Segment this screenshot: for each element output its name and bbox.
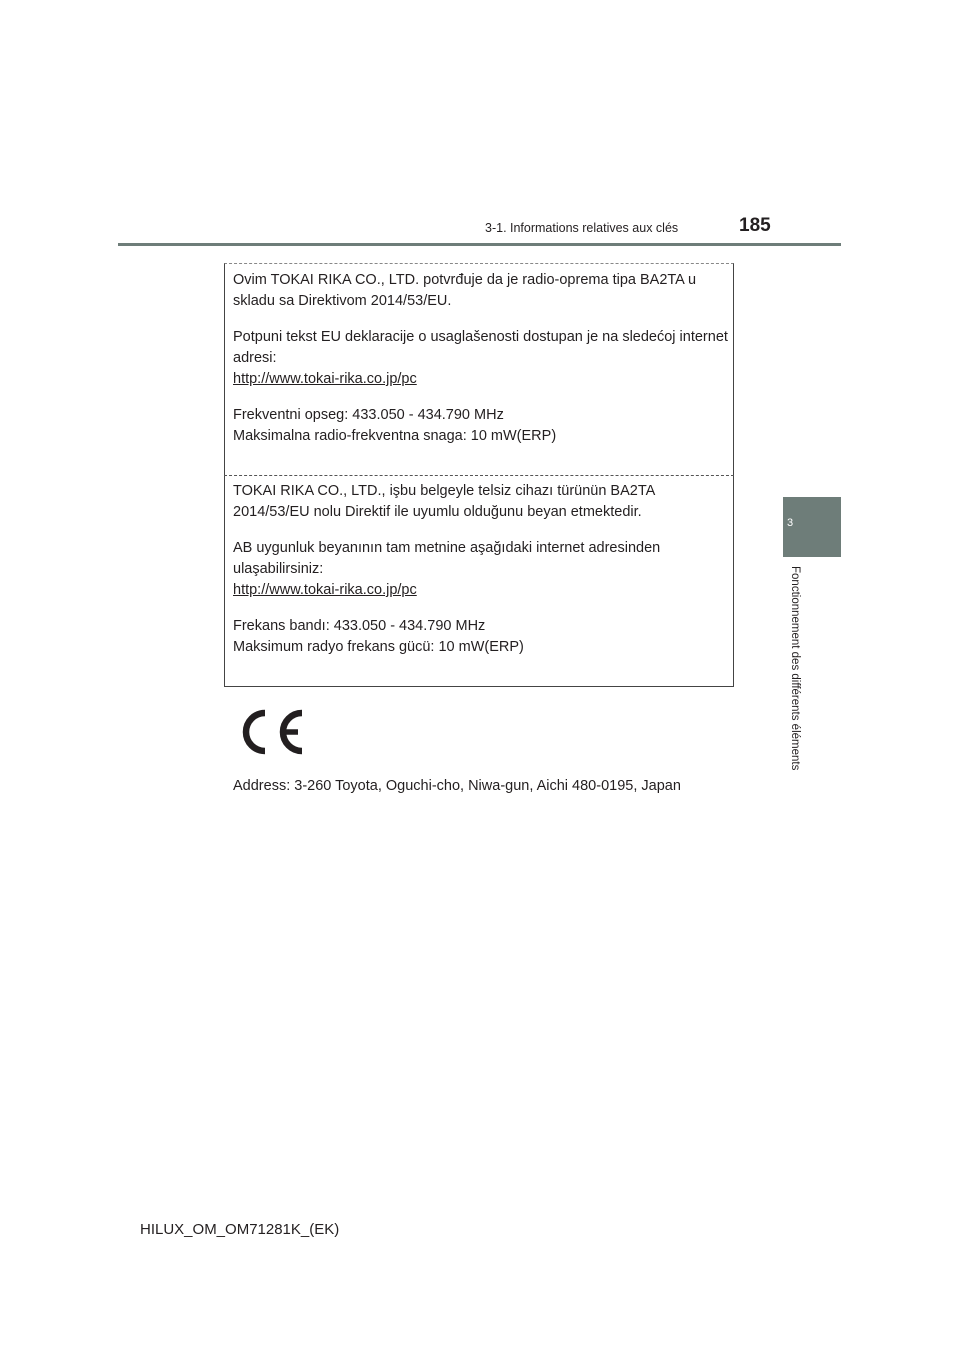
chapter-number: 3	[787, 517, 794, 529]
manufacturer-address: Address: 3-260 Toyota, Oguchi-cho, Niwa-gun, Aichi 480-0195, Japan	[233, 778, 681, 794]
declaration-statement: TOKAI RIKA CO., LTD., işbu belgeyle telsiz cihazı türünün BA2TA 2014/53/EU nolu Direktif ile uyumlu olduğunu beyan etmektedir.	[233, 483, 655, 520]
page-number: 185	[739, 215, 771, 236]
max-power: Maksimalna radio-frekventna snaga: 10 mW(ERP)	[233, 428, 557, 444]
frequency-range: Frekventni opseg: 433.050 - 434.790 MHz	[233, 407, 504, 423]
declaration-turkish	[233, 481, 728, 658]
frequency-range: Frekans bandı: 433.050 - 434.790 MHz	[233, 618, 486, 634]
section-title: 3-1. Informations relatives aux clés	[485, 221, 679, 235]
declaration-availability: Potpuni tekst EU deklaracije o usaglašenosti dostupan je na sledećoj internet adresi:	[233, 329, 728, 366]
declaration-availability: AB uygunluk beyanının tam metnine aşağıdaki internet adresinden ulaşabilirsiniz:	[233, 540, 661, 577]
declaration-serbian	[233, 270, 728, 447]
document-code: HILUX_OM_OM71281K_(EK)	[140, 1221, 340, 1238]
declaration-link[interactable]: http://www.tokai-rika.co.jp/pc	[233, 582, 417, 598]
ce-mark-icon	[238, 707, 308, 757]
chapter-title: Fonctionnement des différents éléments	[789, 566, 801, 771]
max-power: Maksimum radyo frekans gücü: 10 mW(ERP)	[233, 639, 524, 655]
declaration-link[interactable]: http://www.tokai-rika.co.jp/pc	[233, 371, 417, 387]
declaration-statement: Ovim TOKAI RIKA CO., LTD. potvrđuje da je radio-oprema tipa BA2TA u skladu sa Direktivom 2014/53/EU.	[233, 272, 697, 309]
declaration-divider	[224, 475, 734, 476]
header-rule	[118, 243, 841, 246]
